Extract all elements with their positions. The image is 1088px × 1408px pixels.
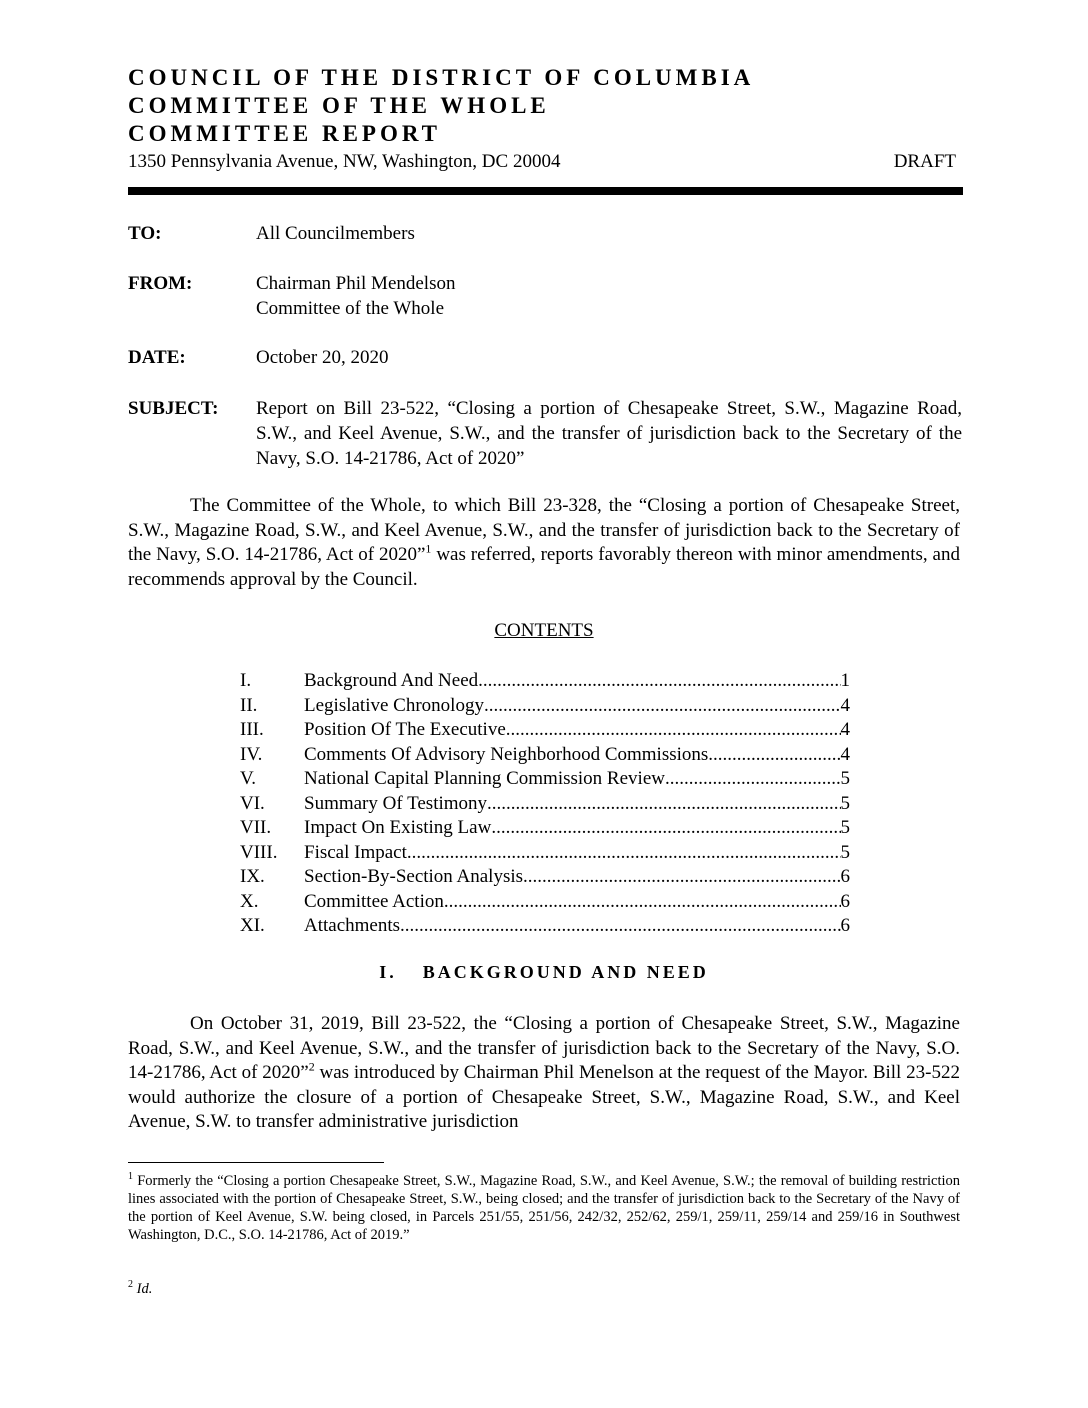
toc-row-leader (487, 792, 840, 817)
toc-row-page: 4 (840, 719, 850, 740)
toc-row-title: Summary Of Testimony (304, 792, 488, 814)
header-rule (128, 187, 963, 195)
toc-row-number: I. (240, 670, 252, 691)
footnote-2 (128, 1280, 960, 1298)
background-paragraph (128, 1012, 960, 1135)
date-value: October 20, 2020 (256, 347, 389, 368)
background-text-b: was introduced by Chairman Phil Menelson at the request of the Mayor. Bill 23-522 would authorize the closure of a portion of Chesapeake Street, S.W., Magazine Road, S.W., and Keel Avenue, S.W. to transfer administrative jurisdiction (128, 1062, 960, 1132)
toc-row-page: 5 (840, 768, 850, 789)
toc-row-title: National Capital Planning Commission Review (304, 768, 665, 789)
toc-row-entry (304, 718, 841, 743)
toc-row-number: III. (240, 719, 264, 740)
toc-row (240, 792, 850, 817)
toc-row-number: VI. (240, 792, 265, 814)
toc-row-page: 6 (840, 866, 850, 887)
subject-label: SUBJECT: (128, 398, 219, 419)
toc-row-leader (478, 669, 840, 694)
footnote-ref-2: 2 (308, 1059, 315, 1074)
footnote-1 (128, 1172, 960, 1244)
toc-row-title: Background And Need (304, 670, 479, 691)
toc-row-entry (304, 792, 841, 817)
intro-text-b: was referred, reports favorably thereon with minor amendments, and recommends approval by the Council. (128, 544, 960, 590)
toc-row-title: Committee Action (304, 890, 444, 912)
toc-row-number: X. (240, 890, 259, 912)
toc-row-page: 6 (840, 915, 850, 936)
toc-row-leader (506, 718, 841, 743)
toc-row (240, 718, 850, 743)
toc-row-title: Fiscal Impact (304, 841, 407, 863)
from-line-committee: Committee of the Whole (256, 298, 445, 319)
intro-text-a: The Committee of the Whole, to which Bill 23-328, the “Closing a portion of Chesapeake Street, S.W., Magazine Road, S.W., and Keel Avenue, S.W., and the transfer of jurisdiction back to the Secretary of the Navy, S.O. 14-21786, Act of 2020” (128, 495, 960, 565)
toc-row-leader (400, 914, 840, 939)
toc-row (240, 914, 850, 939)
toc-row-entry (304, 743, 841, 768)
section-title: BACKGROUND AND NEED (422, 962, 709, 982)
toc-row-number: VII. (240, 817, 272, 838)
section-number: I. (379, 962, 397, 982)
toc-row (240, 841, 850, 866)
toc-row-title: Comments Of Advisory Neighborhood Commissions (304, 743, 709, 765)
toc-row-page: 5 (840, 841, 850, 863)
toc-row-page: 4 (840, 694, 850, 716)
toc-row (240, 694, 850, 719)
toc-row-page: 1 (840, 670, 850, 691)
toc-row-number: IV. (240, 743, 263, 765)
toc-row-entry (304, 914, 841, 939)
from-line-name: Chairman Phil Mendelson (256, 273, 456, 294)
intro-paragraph (128, 494, 960, 592)
toc-row-number: IX. (240, 866, 265, 887)
toc-row-leader (407, 841, 841, 866)
council-address: 1350 Pennsylvania Avenue, NW, Washington, DC 20004 (128, 151, 561, 172)
date-label: DATE: (128, 347, 186, 368)
toc-row-title: Impact On Existing Law (304, 817, 492, 838)
subject-value: Report on Bill 23-522, “Closing a portion of Chesapeake Street, S.W., Magazine Road, S.W., and Keel Avenue, S.W., and the transfer of jurisdiction back to the Secretary of the Navy, S.O. 14-21786, Act of 2020” (256, 398, 962, 469)
draft-status: DRAFT (893, 151, 956, 172)
toc-row (240, 767, 850, 792)
toc-row-number: VIII. (240, 841, 278, 863)
background-text-a: On October 31, 2019, Bill 23-522, the “Closing a portion of Chesapeake Street, S.W., Magazine Road, S.W., and Keel Avenue, S.W., and the transfer of jurisdiction back to the Secretary of the Navy, S.O. 14-21786, Act of 2020” (128, 1013, 960, 1083)
toc-row-entry (304, 669, 841, 694)
footnote-1-number: 1 (128, 1171, 133, 1183)
contents-title: CONTENTS (494, 620, 594, 641)
toc-row-page: 5 (840, 817, 850, 838)
table-of-contents (240, 669, 850, 939)
toc-row-leader (665, 767, 841, 792)
toc-row-page: 4 (840, 743, 850, 765)
toc-row-title: Legislative Chronology (304, 694, 484, 716)
from-label: FROM: (128, 273, 193, 294)
toc-row (240, 865, 850, 890)
toc-row (240, 816, 850, 841)
toc-row-page: 6 (840, 890, 850, 912)
committee-name-heading: COMMITTEE OF THE WHOLE (128, 93, 550, 118)
toc-row-title: Position Of The Executive (304, 719, 506, 740)
toc-row-entry (304, 816, 841, 841)
to-label: TO: (128, 223, 162, 244)
toc-row-leader (491, 816, 840, 841)
footnote-rule (128, 1162, 384, 1163)
toc-row-page: 5 (840, 792, 850, 814)
toc-row-entry (304, 865, 841, 890)
toc-row-number: II. (240, 694, 258, 716)
toc-row-entry (304, 841, 841, 866)
to-value: All Councilmembers (256, 223, 415, 244)
toc-row-entry (304, 767, 841, 792)
report-type-heading: COMMITTEE REPORT (128, 121, 442, 146)
toc-row-title: Attachments (304, 915, 401, 936)
toc-row-entry (304, 890, 841, 915)
footnote-2-text: Id. (136, 1281, 153, 1297)
section-heading (0, 962, 1088, 983)
toc-row-leader (444, 890, 841, 915)
from-value (256, 271, 455, 321)
toc-row-leader (484, 694, 841, 719)
footnote-2-number: 2 (128, 1279, 133, 1291)
toc-row-title: Section-By-Section Analysis (304, 866, 524, 887)
footnote-1-text: Formerly the “Closing a portion Chesapeake Street, S.W., Magazine Road, S.W., and Keel Avenue, S.W.; the removal of building restriction lines associated with the portion of Chesapeake Street, S.W., being closed; and the transfer of jurisdiction back to the Secretary of the Navy of the portion of Keel Avenue, S.W. being closed, in Parcels 251/55, 251/56, 242/32, 252/62, 259/1, 259/11, 259/14 and 259/16 in Southwest Washington, D.C., S.O. 14-21786, Act of 2019.” (128, 1173, 960, 1243)
toc-row (240, 890, 850, 915)
council-name-heading: COUNCIL OF THE DISTRICT OF COLUMBIA (128, 65, 755, 90)
toc-row-leader (523, 865, 840, 890)
toc-row-number: XI. (240, 915, 265, 936)
toc-row-leader (708, 743, 840, 768)
toc-row-entry (304, 694, 841, 719)
toc-row (240, 743, 850, 768)
toc-row-number: V. (240, 768, 257, 789)
toc-row (240, 669, 850, 694)
footnote-ref-1: 1 (425, 541, 432, 556)
